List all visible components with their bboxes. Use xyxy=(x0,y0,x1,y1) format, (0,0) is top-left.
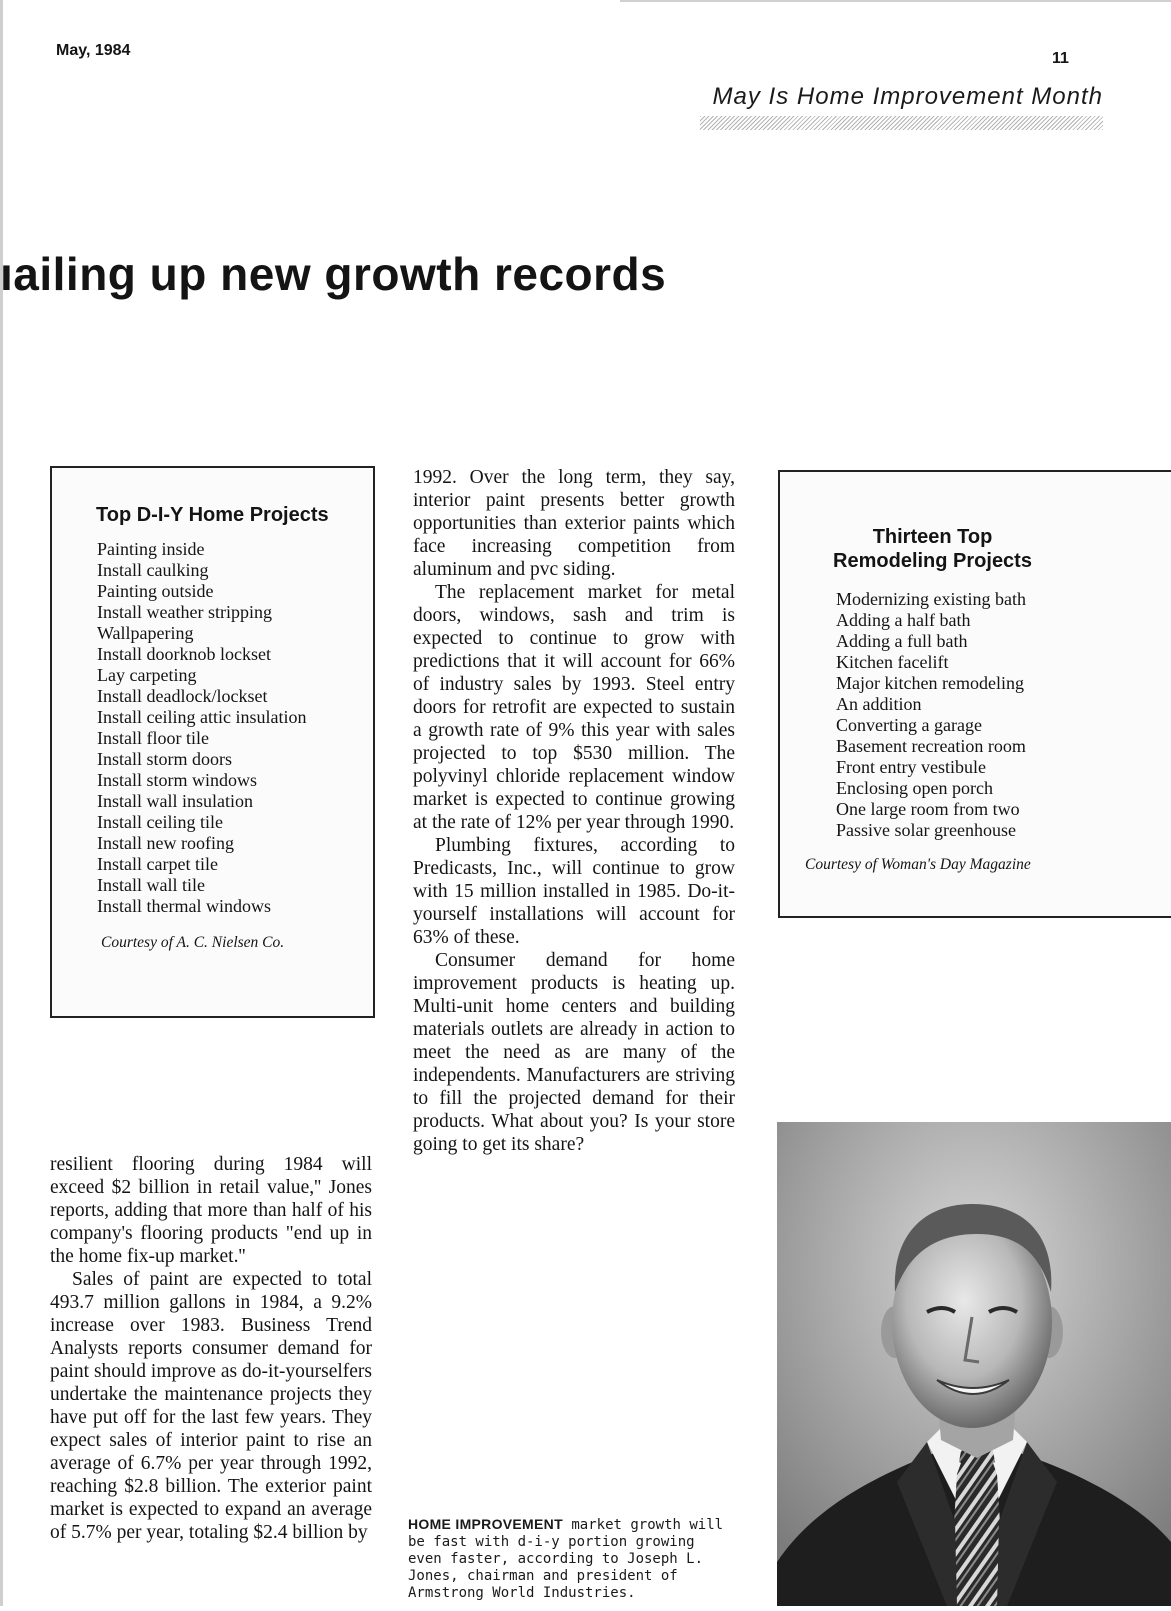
remodeling-project-list xyxy=(836,589,1171,841)
list-item: Install storm doors xyxy=(97,749,232,769)
paragraph: resilient flooring during 1984 will exceed $2 billion in retail value,'' Jones reports, adding that more than half of his company's flooring products "end up in the home fix-up market.'' xyxy=(50,1154,372,1267)
list-item: Converting a garage xyxy=(836,715,982,735)
list-item: Install deadlock/lockset xyxy=(97,686,268,706)
list-item: Major kitchen remodeling xyxy=(836,673,1024,693)
sidebar-title: Top D-I-Y Home Projects xyxy=(96,504,329,526)
list-item: Lay carpeting xyxy=(97,665,197,685)
caption-lead: HOME IMPROVEMENT xyxy=(408,1516,563,1532)
list-item: Install thermal windows xyxy=(97,896,271,916)
list-item: Install storm windows xyxy=(97,770,257,790)
list-item: Install wall tile xyxy=(97,875,205,895)
issue-date: May, 1984 xyxy=(56,42,131,59)
photo-caption xyxy=(408,1516,733,1602)
list-item: Install wall insulation xyxy=(97,791,253,811)
portrait-photo xyxy=(777,1122,1171,1606)
headline: ıailing up new growth records xyxy=(0,248,667,300)
list-item: Adding a half bath xyxy=(836,610,971,630)
diy-project-list xyxy=(97,539,373,917)
sidebar-credit: Courtesy of Woman's Day Magazine xyxy=(805,856,1031,873)
list-item: Wallpapering xyxy=(97,623,194,643)
list-item: Adding a full bath xyxy=(836,631,968,651)
list-item: Install caulking xyxy=(97,560,209,580)
paragraph: Consumer demand for home improvement products is heating up. Multi-unit home centers and building materials outlets are already in action to meet the need as are many of the independents. Manufacturers are striving to fill the projected demand for their products. What about you? Is your store going to get its share? xyxy=(413,950,735,1155)
list-item: Install carpet tile xyxy=(97,854,218,874)
list-item: Install weather stripping xyxy=(97,602,272,622)
list-item: Front entry vestibule xyxy=(836,757,986,777)
sidebar-title: Thirteen Top Remodeling Projects xyxy=(833,526,1032,572)
section-rule-hatch xyxy=(700,116,1103,130)
paragraph: Sales of paint are expected to total 493.7 million gallons in 1984, a 9.2% increase over 1983. Business Trend Analysts reports consumer demand for paint should improve as do-it-yourselfers undertake the maintenance projects they have put off for the last few years. They expect sales of interior paint to rise an average of 6.7% per year through 1992, reaching $2.8 billion. The exterior paint market is expected to expand an average of 5.7% per year, totaling $2.4 billion by xyxy=(50,1269,372,1543)
list-item: Install ceiling attic insulation xyxy=(97,707,307,727)
list-item: Install floor tile xyxy=(97,728,209,748)
article-column-left xyxy=(50,1153,372,1544)
list-item: Install ceiling tile xyxy=(97,812,223,832)
page-number: 11 xyxy=(1052,50,1069,67)
list-item: Basement recreation room xyxy=(836,736,1026,756)
list-item: Install doorknob lockset xyxy=(97,644,271,664)
list-item: Modernizing existing bath xyxy=(836,589,1026,609)
paragraph: 1992. Over the long term, they say, interior paint presents better growth opportunities than exterior paints which face increasing competition from aluminum and pvc siding. xyxy=(413,467,735,580)
list-item: Painting outside xyxy=(97,581,214,601)
sidebar-thirteen-remodeling-projects xyxy=(778,470,1171,918)
sidebar-top-diy-projects xyxy=(50,466,375,1018)
list-item: Painting inside xyxy=(97,539,205,559)
list-item: An addition xyxy=(836,694,922,714)
list-item: Passive solar greenhouse xyxy=(836,820,1016,840)
paragraph: Plumbing fixtures, according to Predicasts, Inc., will continue to grow with 15 million installed in 1985. Do-it-yourself installations will account for 63% of these. xyxy=(413,835,735,948)
list-item: Enclosing open porch xyxy=(836,778,993,798)
list-item: Install new roofing xyxy=(97,833,234,853)
section-title: May Is Home Improvement Month xyxy=(712,83,1103,110)
list-item: Kitchen facelift xyxy=(836,652,949,672)
list-item: One large room from two xyxy=(836,799,1020,819)
caption-text: market growth will be fast with d-i-y portion growing even faster, according to Joseph L. Jones, chairman and president of Armstrong World Industries. xyxy=(408,1517,724,1601)
article-column-middle xyxy=(413,466,735,1156)
paragraph: The replacement market for metal doors, windows, sash and trim is expected to continue to grow with predictions that it will account for 66% of industry sales by 1993. Steel entry doors for retrofit are expected to sustain a growth rate of 9% this year with sales projected to top $530 million. The polyvinyl chloride replacement window market is expected to continue growing at the rate of 12% per year through 1990. xyxy=(413,582,735,833)
top-rule xyxy=(620,0,1171,2)
page-edge xyxy=(0,0,3,1606)
sidebar-credit: Courtesy of A. C. Nielsen Co. xyxy=(101,934,285,951)
